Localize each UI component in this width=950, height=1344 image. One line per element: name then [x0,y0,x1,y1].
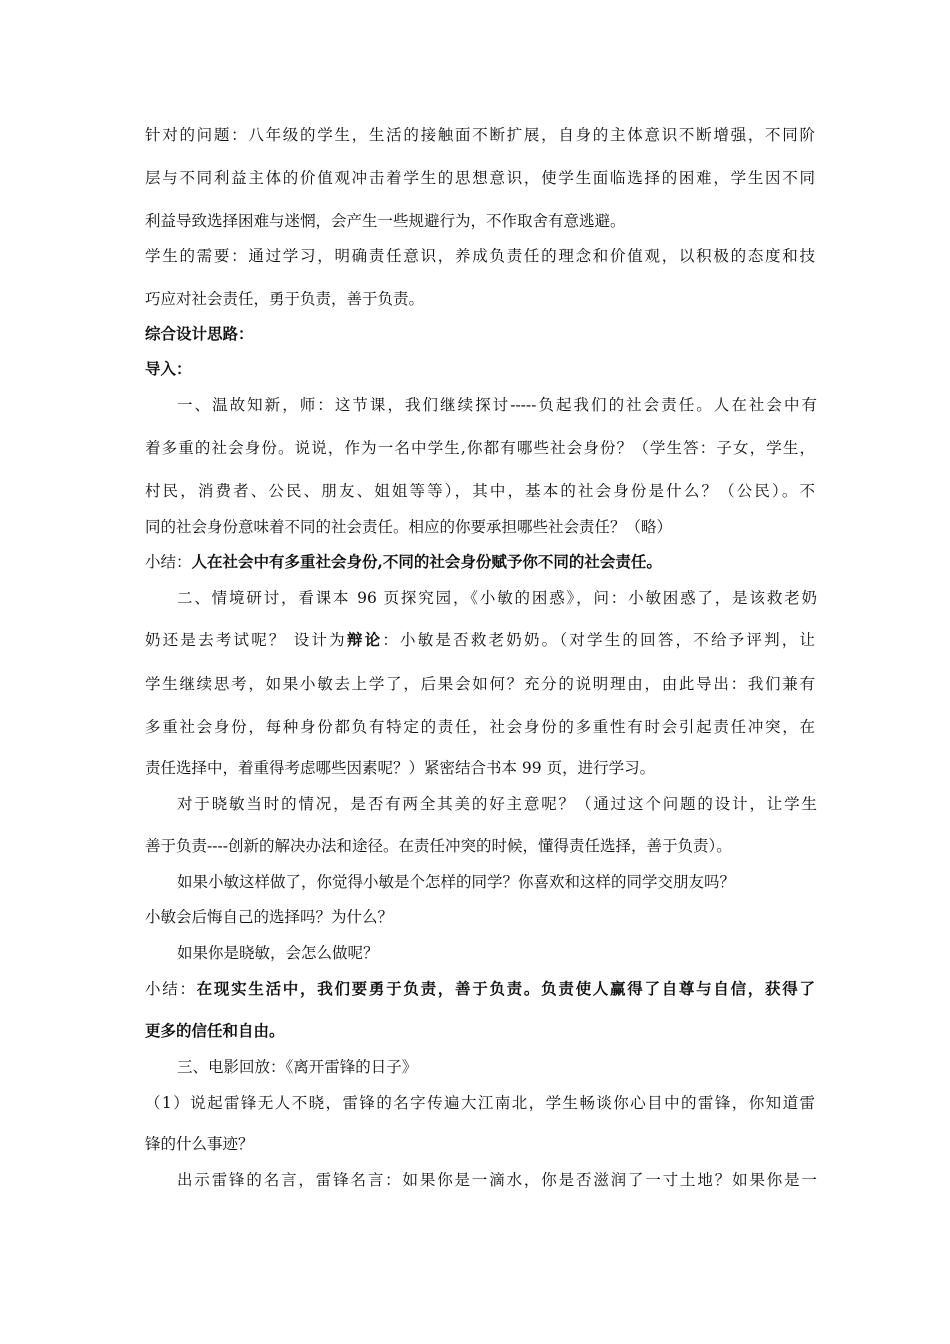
problem-line-1: 针对的问题：八年级的学生，生活的接触面不断扩展，自身的主体意识不断增强，不同阶 [145,126,815,144]
item1-line-2: 锋的什么事迹？ [145,1135,254,1153]
question-2-line-1: 如果小敏这样做了，你觉得小敏是个怎样的同学？你喜欢和这样的同学交朋友吗？ [177,873,736,891]
problem-line-3: 利益导致选择困难与迷惘，会产生一些规避行为，不作取舍有意逃避。 [145,212,626,230]
part2-line-1: 二、情境研讨，看课本 96 页探究园，《小敏的困惑》，问：小敏困惑了，是该救老奶 [177,589,817,607]
design-heading: 综合设计思路： [145,324,254,343]
summary-2-line-1 [145,978,815,1000]
quote-line: 出示雷锋的名言，雷锋名言：如果你是一滴水，你是否滋润了一寸土地？如果你是一 [177,1171,817,1189]
part3-heading: 三、电影回放：《离开雷锋的日子》 [177,1058,418,1076]
summary-1 [145,551,815,573]
problem-line-2: 层与不同利益主体的价值观冲击着学生的思想意识，使学生面临选择的困难，学生因不同 [145,169,815,187]
part1-line-2: 着多重的社会身份。说说，作为一名中学生,你都有哪些社会身份？（学生答：子女，学生， [145,439,815,457]
summary-1-text: 人在社会中有多重社会身份,不同的社会身份赋予你不同的社会责任。 [191,552,662,571]
summary-2-text: 在现实生活中，我们要勇于负责，善于负责。负责使人赢得了自尊与自信，获得了 [196,979,815,998]
part2-line-3: 学生继续思考，如果小敏去上学了，后果会如何？充分的说明理由，由此导出：我们兼有 [145,675,815,693]
question-3: 如果你是晓敏，会怎么做呢？ [177,944,379,962]
summary-2-label: 小结： [145,980,197,998]
part2-line-4: 多重社会身份，每种身份都负有特定的责任，社会身份的多重性有时会引起责任冲突，在 [145,718,815,736]
part1-line-1: 一、温故知新，师：这节课，我们继续探讨-----负起我们的社会责任。人在社会中有 [177,396,817,414]
need-line-1: 学生的需要：通过学习，明确责任意识，养成负责任的理念和价值观，以积极的态度和技 [145,247,815,265]
part2-line-2 [145,629,815,651]
summary-2-line-2: 更多的信任和自由。 [145,1021,285,1040]
question-2-line-2: 小敏会后悔自己的选择吗？为什么？ [145,908,394,926]
question-1-line-2: 善于负责----创新的解决办法和途径。在责任冲突的时候，懂得责任选择，善于负责）。 [145,837,732,855]
part2-line-5: 责任选择中，着重得考虑哪些因素呢？）紧密结合书本 99 页，进行学习。 [145,759,656,777]
summary-1-label: 小结： [145,553,192,571]
intro-heading: 导入： [145,359,192,378]
part1-line-4: 同的社会身份意味着不同的社会责任。相应的你要承担哪些社会责任？（略） [145,518,673,536]
item1-line-1: （1）说起雷锋无人不晓，雷锋的名字传遍大江南北，学生畅谈你心目中的雷锋，你知道雷 [145,1094,815,1112]
need-line-2: 巧应对社会责任，勇于负责，善于负责。 [145,290,425,308]
debate-keyword: 辩论 [346,630,383,649]
part2-line-2-end: ：小敏是否救老奶奶。（对学生的回答，不给予评判，让 [382,631,815,649]
question-1-line-1: 对于晓敏当时的情况，是否有两全其美的好主意呢？（通过这个问题的设计，让学生 [177,795,817,813]
part1-line-3: 村民，消费者、公民、朋友、姐姐等等），其中，基本的社会身份是什么？（公民）。不 [145,482,815,500]
part2-line-2-start: 奶还是去考试呢？ 设计为 [145,631,347,649]
